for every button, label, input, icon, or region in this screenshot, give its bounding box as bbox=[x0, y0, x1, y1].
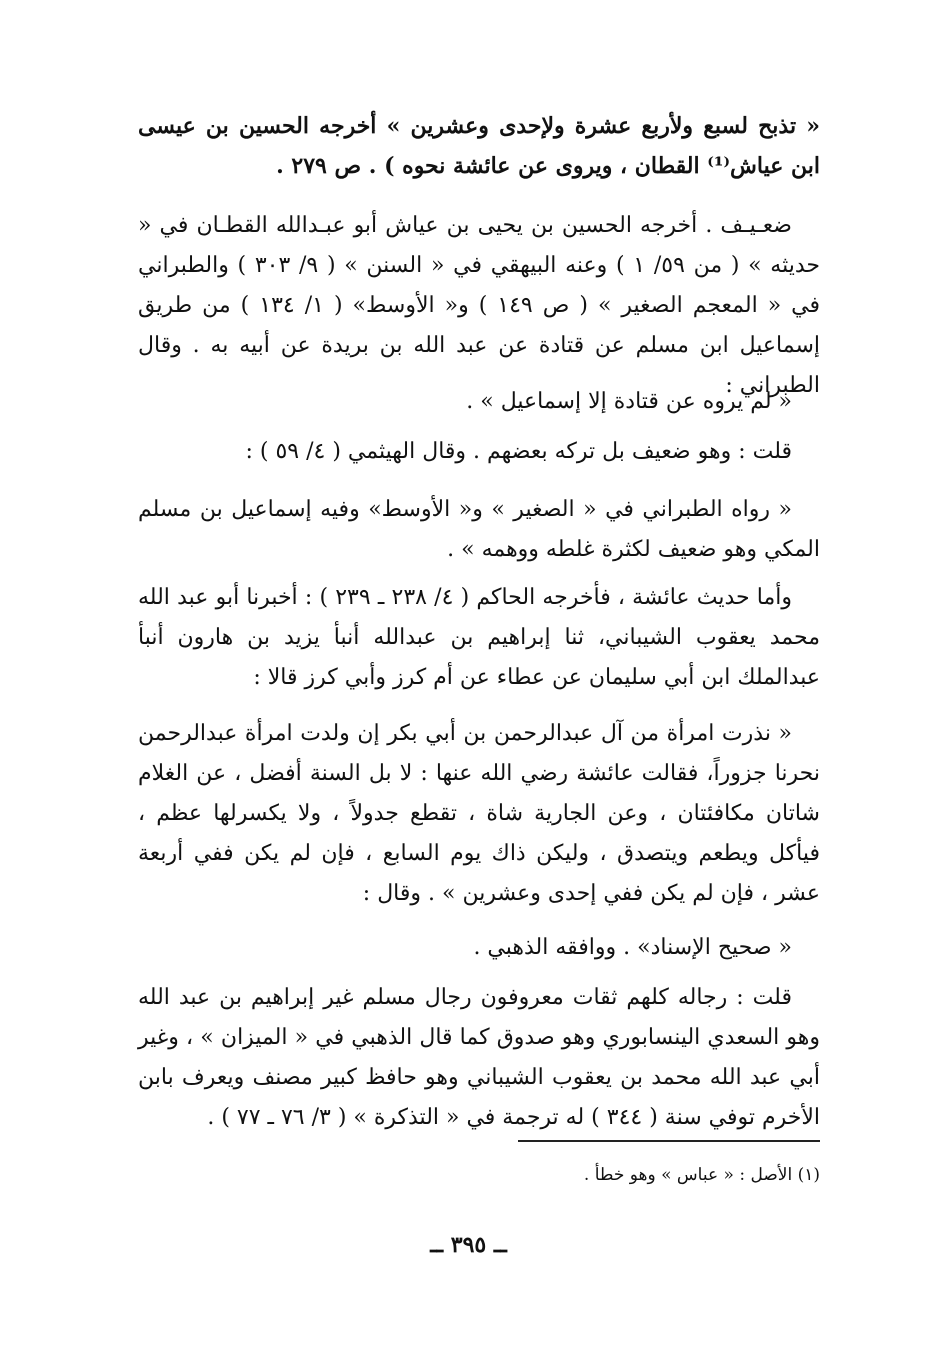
hakim-grading: « صحيح الإسناد» . ووافقه الذهبي . bbox=[473, 935, 792, 960]
footnote-divider bbox=[518, 1140, 820, 1142]
page-number: ــ ٣٩٥ ــ bbox=[430, 1232, 507, 1258]
hadith-text: « تذبح لسبع ولأربع عشرة ولإحدى وعشرين » أخرجه الحسين بن عيسى ابن عياش⁽¹⁾ القطان ، ويروى عن عائشة نحوه ) . ص ٢٧٩ . bbox=[138, 113, 820, 179]
takhrij-paragraph: ضعـيـف . أخرجه الحسين بن يحيى بن عياش أبو عبـدالله القطـان في « حديثه » ( من ٥٩/ ١ ) وعنه البيهقي في « السنن » ( ٩/ ٣٠٣ ) والطبراني في « المعجم الصغير » ( ص ١٤٩ ) و« الأوسط» ( ١/ ١٣٤ ) من طريق إسماعيل ابن مسلم عن قتادة عن عبد الله بن بريدة عن أبيه به . وقال الطبراني : bbox=[138, 213, 821, 398]
tabarani-quote: « لم يروه عن قتادة إلا إسماعيل » . bbox=[466, 389, 792, 414]
aisha-hadith-intro: وأما حديث عائشة ، فأخرجه الحاكم ( ٤/ ٢٣٨ ـ ٢٣٩ ) : أخبرنا أبو عبد الله محمد يعقوب الشيباني، ثنا إبراهيم بن عبدالله أنبأ يزيد بن هارون أنبأ عبدالملك ابن أبي سليمان عن عطاء عن أم كرز وأبي كرز قالا : bbox=[138, 585, 820, 690]
aisha-hadith-text: « نذرت امرأة من آل عبدالرحمن بن أبي بكر إن ولدت امرأة عبدالرحمن نحرنا جزوراً، فقالت عائشة رضي الله عنها : لا بل السنة أفضل ، عن الغلام شاتان مكافئتان ، وعن الجارية شاة ، تقطع جدولاً ، ولا يكسرلها عظم ، فيأكل ويطعم ويتصدق ، وليكن ذاك يوم السابع ، فإن لم يكن ففي أربعة عشر ، فإن لم يكن ففي إحدى وعشرين » . وقال : bbox=[138, 721, 820, 906]
author-note-2: قلت : رجاله كلهم ثقات معروفون رجال مسلم غير إبراهيم بن عبد الله وهو السعدي الينسابوري وهو صدوق كما قال الذهبي في « الميزان » ، وغير أبي عبد الله محمد بن يعقوب الشيباني وهو حافظ كبير مصنف ويعرف بابن الأخرم توفي سنة ( ٣٤٤ ) له ترجمة في « التذكرة » ( ٣/ ٧٦ ـ ٧٧ ) . bbox=[138, 985, 820, 1130]
haythami-quote: « رواه الطبراني في « الصغير » و« الأوسط» وفيه إسماعيل بن مسلم المكي وهو ضعيف لكثرة غلطه ووهمه » . bbox=[138, 497, 820, 562]
author-note-1: قلت : وهو ضعيف بل تركه بعضهم . وقال الهيثمي ( ٤/ ٥٩ ) : bbox=[245, 439, 792, 464]
footnote: (١) الأصل : « عباس » وهو خطأ . bbox=[583, 1165, 820, 1185]
